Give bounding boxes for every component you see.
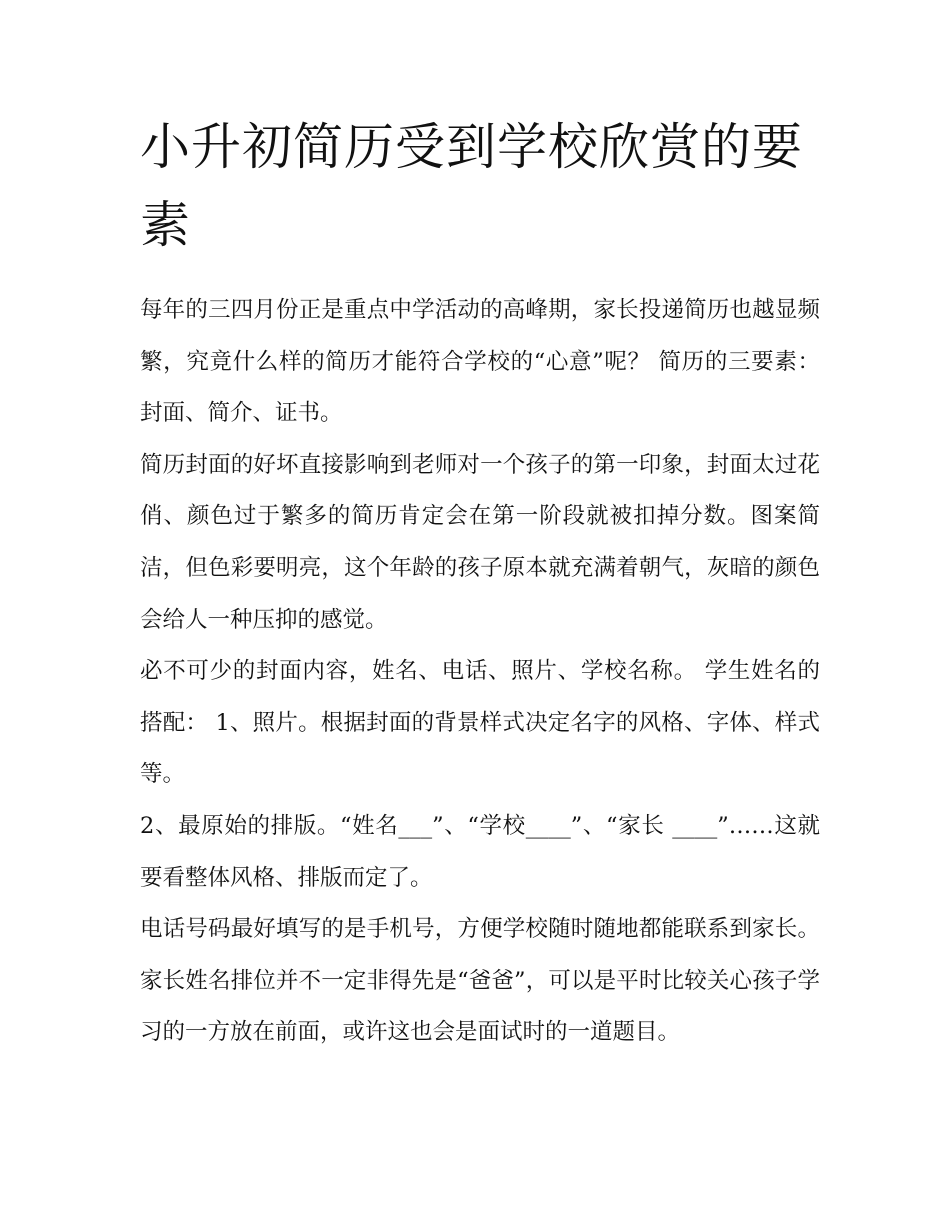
paragraph-cover: 简历封面的好坏直接影响到老师对一个孩子的第一印象，封面太过花俏、颜色过于繁多的简历肯定会在第一阶段就被扣掉分数。图案简洁，但色彩要明亮，这个年龄的孩子原本就充满着朝气，灰暗的颜色会给人一种压抑的感觉。 (140, 451, 820, 633)
paragraph-intro: 每年的三四月份正是重点中学活动的高峰期，家长投递简历也越显频繁，究竟什么样的简历才能符合学校的“心意”呢？ 简历的三要素：封面、简介、证书。 (140, 297, 820, 427)
document-title: 小升初简历受到学校欣赏的要素 (140, 118, 803, 254)
paragraph-cover-content: 必不可少的封面内容，姓名、电话、照片、学校名称。 学生姓名的搭配： 1、照片。根据封面的背景样式决定名字的风格、字体、样式等。 (140, 658, 820, 788)
paragraph-layout: 2、最原始的排版。“姓名___”、“学校____”、“家长 ____”……这就要看整体风格、排版而定了。 (140, 812, 820, 891)
document-page (140, 108, 820, 1059)
paragraph-phone: 电话号码最好填写的是手机号，方便学校随时随地都能联系到家长。家长姓名排位并不一定非得先是“爸爸”，可以是平时比较关心孩子学习的一方放在前面，或许这也会是面试时的一道题目。 (140, 916, 820, 1046)
